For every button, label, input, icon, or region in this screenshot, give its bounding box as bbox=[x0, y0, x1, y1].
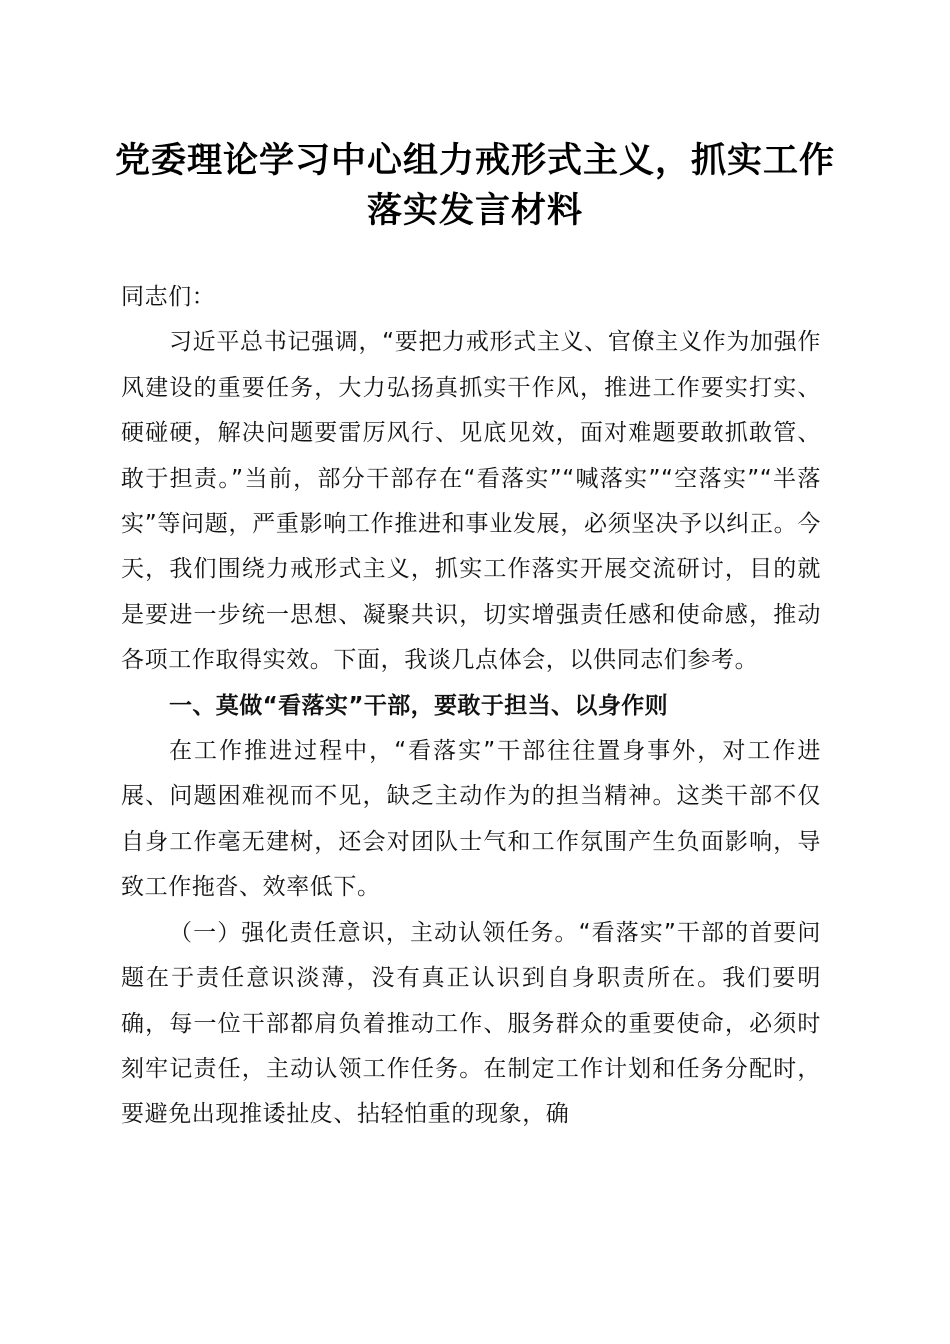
intro-paragraph: 习近平总书记强调，“要把力戒形式主义、官僚主义作为加强作风建设的重要任务，大力弘扬真抓实干作风，推进工作要实打实、硬碰硬，解决问题要雷厉风行、见底见效，面对难题要敢抓敢管、敢于担责。”当前，部分干部存在“看落实”“喊落实”“空落实”“半落实”等问题，严重影响工作推进和事业发展，必须坚决予以纠正。今天，我们围绕力戒形式主义，抓实工作落实开展交流研讨，目的就是要进一步统一思想、凝聚共识，切实增强责任感和使命感，推动各项工作取得实效。下面，我谈几点体会，以供同志们参考。 bbox=[121, 329, 821, 674]
title-line-1: 党委理论学习中心组力戒形式主义，抓实工作 bbox=[114, 140, 835, 181]
section-1-paragraph: 在工作推进过程中，“看落实”干部往往置身事外，对工作进展、问题困难视而不见，缺乏主动作为的担当精神。这类干部不仅自身工作毫无建树，还会对团队士气和工作氛围产生负面影响，导致工作拖沓、效率低下。 bbox=[121, 738, 821, 901]
salutation: 同志们： bbox=[121, 284, 216, 310]
section-heading-1: 一、莫做“看落实”干部，要敢于担当、以身作则 bbox=[169, 692, 669, 719]
document-body bbox=[121, 275, 821, 1138]
title-line-2: 落实发言材料 bbox=[366, 190, 583, 231]
subsection-1-paragraph: （一）强化责任意识，主动认领任务。“看落实”干部的首要问题在于责任意识淡薄，没有真正认识到自身职责所在。我们要明确，每一位干部都肩负着推动工作、服务群众的重要使命，必须时刻牢记责任，主动认领工作任务。在制定工作计划和任务分配时，要避免出现推诿扯皮、拈轻怕重的现象，确 bbox=[121, 919, 821, 1128]
document-title bbox=[100, 136, 850, 236]
